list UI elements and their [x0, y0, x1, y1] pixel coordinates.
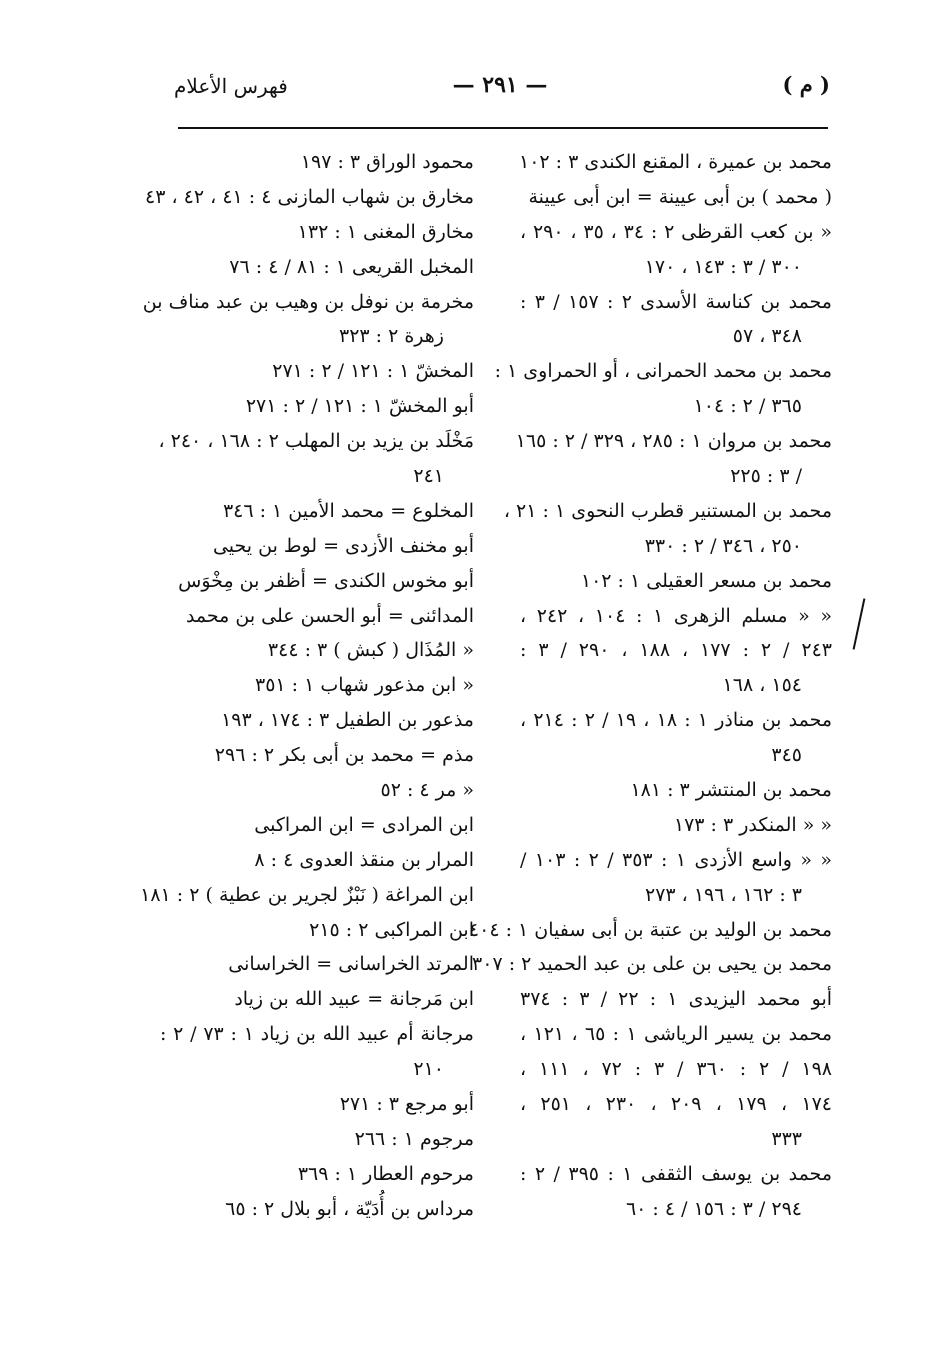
index-entry-line: ( محمد ) بن أبى عيينة = ابن أبى عيينة — [528, 185, 832, 208]
index-entry-line: ابن المراكبى ٢ : ٢١٥ — [309, 918, 474, 941]
index-entry-line: المرتد الخراسانى = الخراسانى — [228, 953, 474, 976]
index-entry-line: مَخْلَد بن يزيد بن المهلب ٢ : ١٦٨ ، ٢٤٠ ، — [158, 430, 474, 453]
header-rule — [178, 127, 828, 129]
index-entry-line: مذم = محمد بن أبى بكر ٢ : ٢٩٦ — [214, 744, 474, 767]
index-entry-line: ١٩٨ / ٢ : ٣٦٠ / ٣ : ٧٢ ، ١١١ ، — [520, 1058, 832, 1081]
section-letter: ( م ) — [782, 72, 830, 97]
index-entry-line: محمد بن المستنير قطرب النحوى ١ : ٢١ ، — [503, 499, 832, 522]
index-entry-line: ٣٤٥ — [771, 744, 802, 767]
index-entry-line: ٢١٠ — [413, 1058, 444, 1081]
index-entry-line: أبو المخشّ ١ : ١٢١ / ٢ : ٢٧١ — [245, 395, 474, 418]
index-entry-line: ١٥٤ ، ١٦٨ — [722, 674, 802, 697]
index-entry-line: « مر ٤ : ٥٢ — [380, 779, 474, 802]
index-entry-line: مخرمة بن نوفل بن وهيب بن عبد مناف بن — [142, 290, 474, 313]
index-entry-line: المخشّ ١ : ١٢١ / ٢ : ٢٧١ — [272, 360, 474, 383]
index-entry-line: ابن المرادى = ابن المراكبى — [254, 813, 474, 836]
running-title: فهرس الأعلام — [174, 74, 288, 98]
index-entry-line: محمد بن يحيى بن على بن عبد الحميد ٢ : ٣٠٧ — [472, 953, 832, 976]
index-entry-line: ابن مَرجانة = عبيد الله بن زياد — [234, 988, 474, 1011]
index-entry-line: ٢٥٠ ، ٣٤٦ / ٢ : ٣٣٠ — [644, 534, 802, 557]
index-entry-line: محمود الوراق ٣ : ١٩٧ — [300, 151, 474, 173]
index-entry-line: المدائنى = أبو الحسن على بن محمد — [185, 604, 474, 627]
index-entry-line: أبو مخنف الأزدى = لوط بن يحيى — [212, 534, 474, 557]
index-entry-line: « المُذَال ( كبش ) ٣ : ٣٤٤ — [267, 639, 474, 662]
index-entry-line: « بن كعب القرظى ٢ : ٣٤ ، ٣٥ ، ٢٩٠ ، — [520, 220, 832, 243]
index-entry-line: « « المنكدر ٣ : ١٧٣ — [673, 813, 832, 836]
index-entry-line: « « مسلم الزهرى ١ : ١٠٤ ، ٢٤٢ ، — [520, 604, 833, 627]
page-number: — ٢٩١ — — [452, 72, 548, 98]
index-entry-line: أبو مرجع ٣ : ٢٧١ — [339, 1093, 474, 1116]
index-entry-line: مخارق المغنى ١ : ١٣٢ — [297, 220, 474, 243]
index-column-left — [140, 145, 474, 1227]
margin-pen-mark — [853, 598, 866, 649]
index-entry-line: مرداس بن أُدَيّة ، أبو بلال ٢ : ٦٥ — [225, 1197, 474, 1220]
index-entry-line: « « واسع الأزدى ١ : ٣٥٣ / ٢ : ١٠٣ / — [520, 848, 832, 871]
index-entry-line: زهرة ٢ : ٣٢٣ — [338, 325, 444, 348]
index-column-right — [468, 145, 833, 1227]
index-entry-line: / ٣ : ٢٢٥ — [730, 465, 802, 488]
index-entry-line: محمد بن مروان ١ : ٢٨٥ ، ٣٢٩ / ٢ : ١٦٥ — [515, 430, 832, 453]
index-entry-line: مرجانة أم عبيد الله بن زياد ١ : ٧٣ / ٢ : — [160, 1023, 474, 1046]
index-entry-line: ٢٩٤ / ٣ : ١٥٦ / ٤ : ٦٠ — [625, 1197, 802, 1220]
index-entry-line: ٢٤١ — [413, 465, 444, 488]
index-entry-line: ٣ : ١٦٢ ، ١٩٦ ، ٢٧٣ — [644, 883, 802, 906]
index-entry-line: المخلوع = محمد الأمين ١ : ٣٤٦ — [222, 499, 474, 522]
index-entry-line: محمد بن محمد الحمرانى ، أو الحمراوى ١ : — [494, 360, 832, 383]
index-entry-line: المخبل القريعى ١ : ٨١ / ٤ : ٧٦ — [229, 255, 474, 278]
index-entry-line: أبو مخوس الكندى = أظفر بن مِخْوَس — [178, 569, 474, 592]
index-entry-line: ابن المراغة ( نَبْزٌ لجرير بن عطية ) ٢ : ١٨١ — [140, 883, 474, 906]
index-entry-line: « ابن مذعور شهاب ١ : ٣٥١ — [255, 674, 474, 697]
page-header — [160, 72, 840, 112]
index-entry-line: محمد بن مسعر العقيلى ١ : ١٠٢ — [580, 569, 832, 592]
index-entry-line: محمد بن الوليد بن عتبة بن أبى سفيان ١ : ٤٠٤ — [468, 918, 832, 941]
index-entry-line: محمد بن المنتشر ٣ : ١٨١ — [630, 779, 832, 802]
index-entry-line: أبو محمد اليزيدى ١ : ٢٢ / ٣ : ٣٧٤ — [520, 988, 833, 1011]
index-entry-line: محمد بن يوسف الثقفى ١ : ٣٩٥ / ٢ : — [520, 1162, 832, 1185]
index-entry-line: محمد بن كناسة الأسدى ٢ : ١٥٧ / ٣ : — [520, 290, 832, 313]
index-entry-line: ٣٦٥ / ٢ : ١٠٤ — [693, 395, 802, 418]
index-entry-line: ٣٣٣ — [771, 1127, 802, 1150]
index-entry-line: محمد بن مناذر ١ : ١٨ ، ١٩ / ٢ : ٢١٤ ، — [520, 709, 833, 732]
index-entry-line: مخارق بن شهاب المازنى ٤ : ٤١ ، ٤٢ ، ٤٣ — [145, 185, 474, 208]
index-entry-line: مرجوم ١ : ٢٦٦ — [354, 1127, 474, 1150]
index-entry-line: ٣٤٨ ، ٥٧ — [732, 325, 802, 348]
index-entry-line: مذعور بن الطفيل ٣ : ١٧٤ ، ١٩٣ — [221, 709, 474, 732]
index-entry-line: محمد بن يسير الرياشى ١ : ٦٥ ، ١٢١ ، — [520, 1023, 833, 1046]
index-entry-line: مرحوم العطار ١ : ٣٦٩ — [297, 1162, 474, 1185]
index-entry-line: ١٧٤ ، ١٧٩ ، ٢٠٩ ، ٢٣٠ ، ٢٥١ ، — [520, 1093, 832, 1116]
index-entry-line: محمد بن عميرة ، المقنع الكندى ٣ : ١٠٢ — [519, 151, 832, 173]
index-entry-line: ٢٤٣ / ٢ : ١٧٧ ، ١٨٨ ، ٢٩٠ / ٣ : — [520, 639, 832, 662]
index-entry-line: المرار بن منقذ العدوى ٤ : ٨ — [254, 848, 474, 871]
index-entry-line: ٣٠٠ / ٣ : ١٤٣ ، ١٧٠ — [644, 255, 802, 278]
